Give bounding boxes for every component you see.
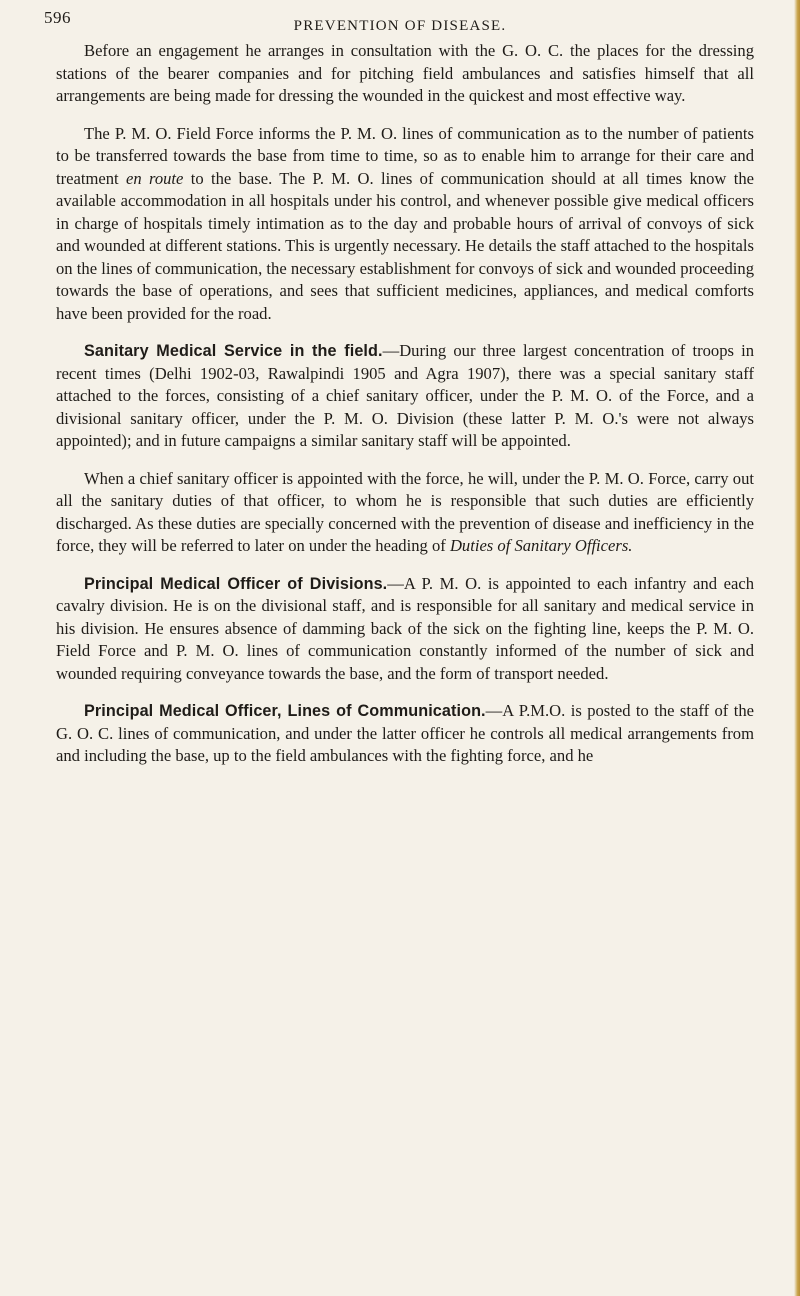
running-head: PREVENTION OF DISEASE. xyxy=(293,18,507,34)
paragraph-2-text-before: The P. M. O. Field Force informs the P. M. O. lines of communication as to the number of patients to be transferred towards the base from time to time, so as to enable him to arrange for their care and treatment xyxy=(56,123,754,188)
paragraph-1-text: Before an engagement he arranges in consultation with the G. O. C. the places for the dressing stations of the bearer companies and for pitching field ambulances and satisfies himself that all arrangements are being made for dressing the wounded in the quickest and most effective way. xyxy=(56,41,754,105)
paragraph-5-text: —A P. M. O. is appointed to each infantry and each cavalry division. He is on the divisional staff, and is responsible for all sanitary and medical service in his division. He ensures absence of damming back of the sick on the fighting line, keeps the P. M. O. Field Force and P. M. O. lines of communication constantly informed of the number of sick and wounded requiring conveyance towards the base, and the form of transport needed. xyxy=(56,573,754,683)
paragraph-3-text: —During our three largest concentration of troops in recent times (Delhi 1902-03, Rawalpindi 1905 and Agra 1907), there was a special sanitary staff attached to the forces, consisting of a chief sanitary officer, under the P. M. O. of the Force, and a divisional sanitary officer, under the P. M. O. Division (these latter P. M. O.'s were not always appointed); and in future campaigns a similar sanitary staff will be appointed. xyxy=(56,341,755,450)
paragraph-2-text-after: to the base. The P. M. O. lines of communication should at all times know the available accommodation in all hospitals under his control, and whenever possible give medical officers in charge of hospitals timely intimation as to the day and probable hours of arrival of convoys of sick and wounded at different stations. This is urgently necessary. He details the staff attached to the hospitals on the lines of communication, the necessary establishment for convoys of sick and wounded proceeding towards the base of operations, and sees that sufficient medicines, appliances, and medical comforts have been provided for the road. xyxy=(56,168,754,323)
paragraph-2-italic: en route xyxy=(126,168,184,188)
paragraph-4-italic: Duties of Sanitary Officers. xyxy=(449,536,633,555)
section-heading-sanitary-medical-service: Sanitary Medical Service in the field. xyxy=(84,342,383,360)
paragraph-2 xyxy=(56,123,754,326)
paragraph-4 xyxy=(56,468,754,558)
section-heading-pmo-divisions: Principal Medical Officer of Divisions. xyxy=(84,574,388,593)
paragraph-6 xyxy=(56,700,754,768)
paragraph-6-text: —A P.M.O. is posted to the staff of the G. O. C. lines of communication, and under the latter officer he controls all medical arrangements from and including the base, up to the field ambulances with the fighting force, and he xyxy=(56,701,755,765)
paragraph-4-text-before: When a chief sanitary officer is appointed with the force, he will, under the P. M. O. Force, carry out all the sanitary duties of that officer, to whom he is responsible that such duties are efficiently discharged. As these duties are specially concerned with the prevention of disease and inefficiency in the force, they will be referred to later on under the heading of xyxy=(56,468,754,555)
page-number: 596 xyxy=(44,8,71,27)
page-edge xyxy=(794,0,800,1296)
body-text xyxy=(56,40,754,783)
paragraph-5 xyxy=(56,573,754,686)
paragraph-1 xyxy=(56,40,754,108)
section-heading-pmo-lines-of-communication: Principal Medical Officer, Lines of Communication. xyxy=(84,702,486,720)
paragraph-3 xyxy=(56,340,754,453)
